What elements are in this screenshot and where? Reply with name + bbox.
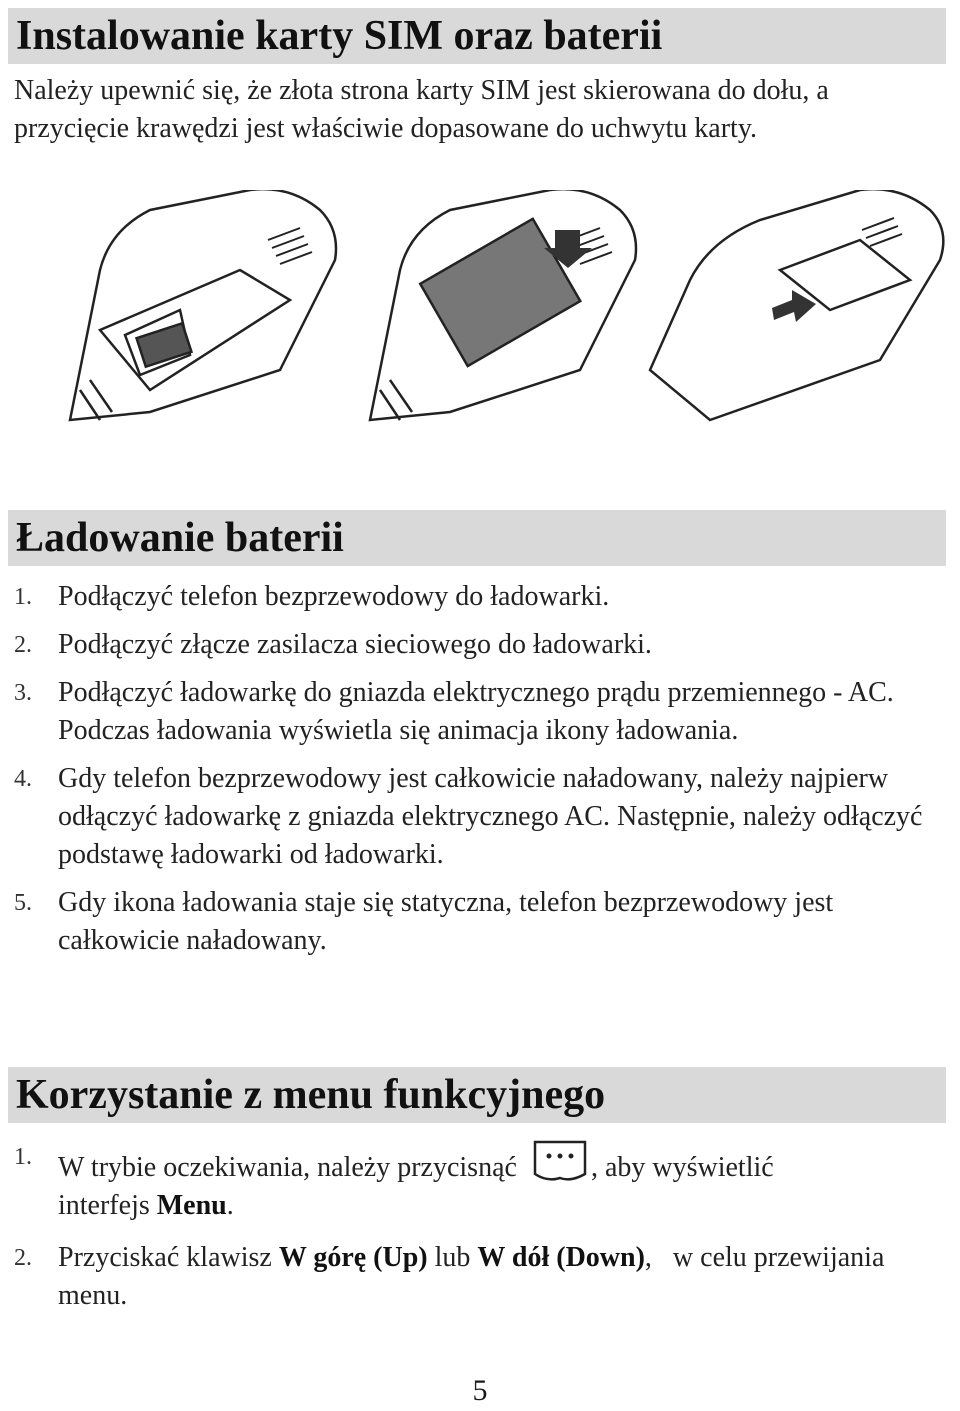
list-number: 3. xyxy=(14,680,32,706)
list-text: Gdy ikona ładowania staje się statyczna, telefon bezprzewodowy jest całkowicie naładowany. xyxy=(58,887,834,956)
menu-softkey-icon xyxy=(531,1138,589,1184)
menu-step1-before: W trybie oczekiwania, należy przycisnąć xyxy=(58,1152,517,1183)
charging-steps xyxy=(14,578,934,960)
menu-step2-before: Przyciskać klawisz xyxy=(58,1242,279,1273)
key-down-bold: W dół (Down) xyxy=(477,1242,645,1273)
list-item xyxy=(14,1239,934,1315)
phone-1-open xyxy=(70,190,336,420)
heading-menu: Korzystanie z menu funkcyjnego xyxy=(8,1067,946,1123)
list-item xyxy=(14,674,934,750)
page-number: 5 xyxy=(472,1374,488,1407)
menu-step2-mid: lub xyxy=(427,1242,478,1273)
sim-instructions: Należy upewnić się, że złota strona karty SIM jest skierowana do dołu, a przycięcie krawędzi jest właściwie dopasowane do uchwytu karty. xyxy=(14,75,829,144)
list-number: 4. xyxy=(14,766,32,792)
list-number: 2. xyxy=(14,1245,32,1271)
list-item xyxy=(14,884,934,960)
list-item xyxy=(14,578,934,616)
list-number: 2. xyxy=(14,632,32,658)
list-text: Podłączyć telefon bezprzewodowy do ładowarki. xyxy=(58,581,610,612)
heading-sim-battery: Instalowanie karty SIM oraz baterii xyxy=(8,8,946,64)
menu-step1-after: , aby wyświetlić xyxy=(590,1152,774,1183)
menu-step2-after: , w celu przewijania menu. xyxy=(58,1242,892,1311)
menu-label-bold: Menu xyxy=(156,1190,227,1221)
list-text: Podłączyć ładowarkę do gniazda elektrycznego prądu przemiennego - AC. Podczas ładowania wyświetla się animacja ikony ładowania. xyxy=(58,677,894,746)
list-item xyxy=(14,626,934,664)
list-text: Gdy telefon bezprzewodowy jest całkowicie naładowany, należy najpierw odłączyć ładowarkę z gniazda elektrycznego AC. Następnie, należy odłączyć podstawę ładowarki od ładowarki. xyxy=(58,763,923,870)
menu-step1-end: . xyxy=(226,1190,234,1221)
list-text xyxy=(58,1239,934,1315)
list-number: 1. xyxy=(14,584,32,610)
heading-charging: Ładowanie baterii xyxy=(8,510,946,566)
list-text xyxy=(58,1138,934,1225)
key-up-bold: W górę (Up) xyxy=(278,1242,428,1273)
list-item xyxy=(14,760,934,874)
list-number: 1. xyxy=(14,1144,32,1170)
list-text: Podłączyć złącze zasilacza sieciowego do ładowarki. xyxy=(58,629,652,660)
phone-2-battery xyxy=(370,190,636,420)
menu-steps xyxy=(14,1138,934,1315)
list-item xyxy=(14,1138,934,1225)
list-number: 5. xyxy=(14,890,32,916)
phone-illustration xyxy=(40,190,960,450)
menu-step1-line2: interfejs xyxy=(58,1190,157,1221)
